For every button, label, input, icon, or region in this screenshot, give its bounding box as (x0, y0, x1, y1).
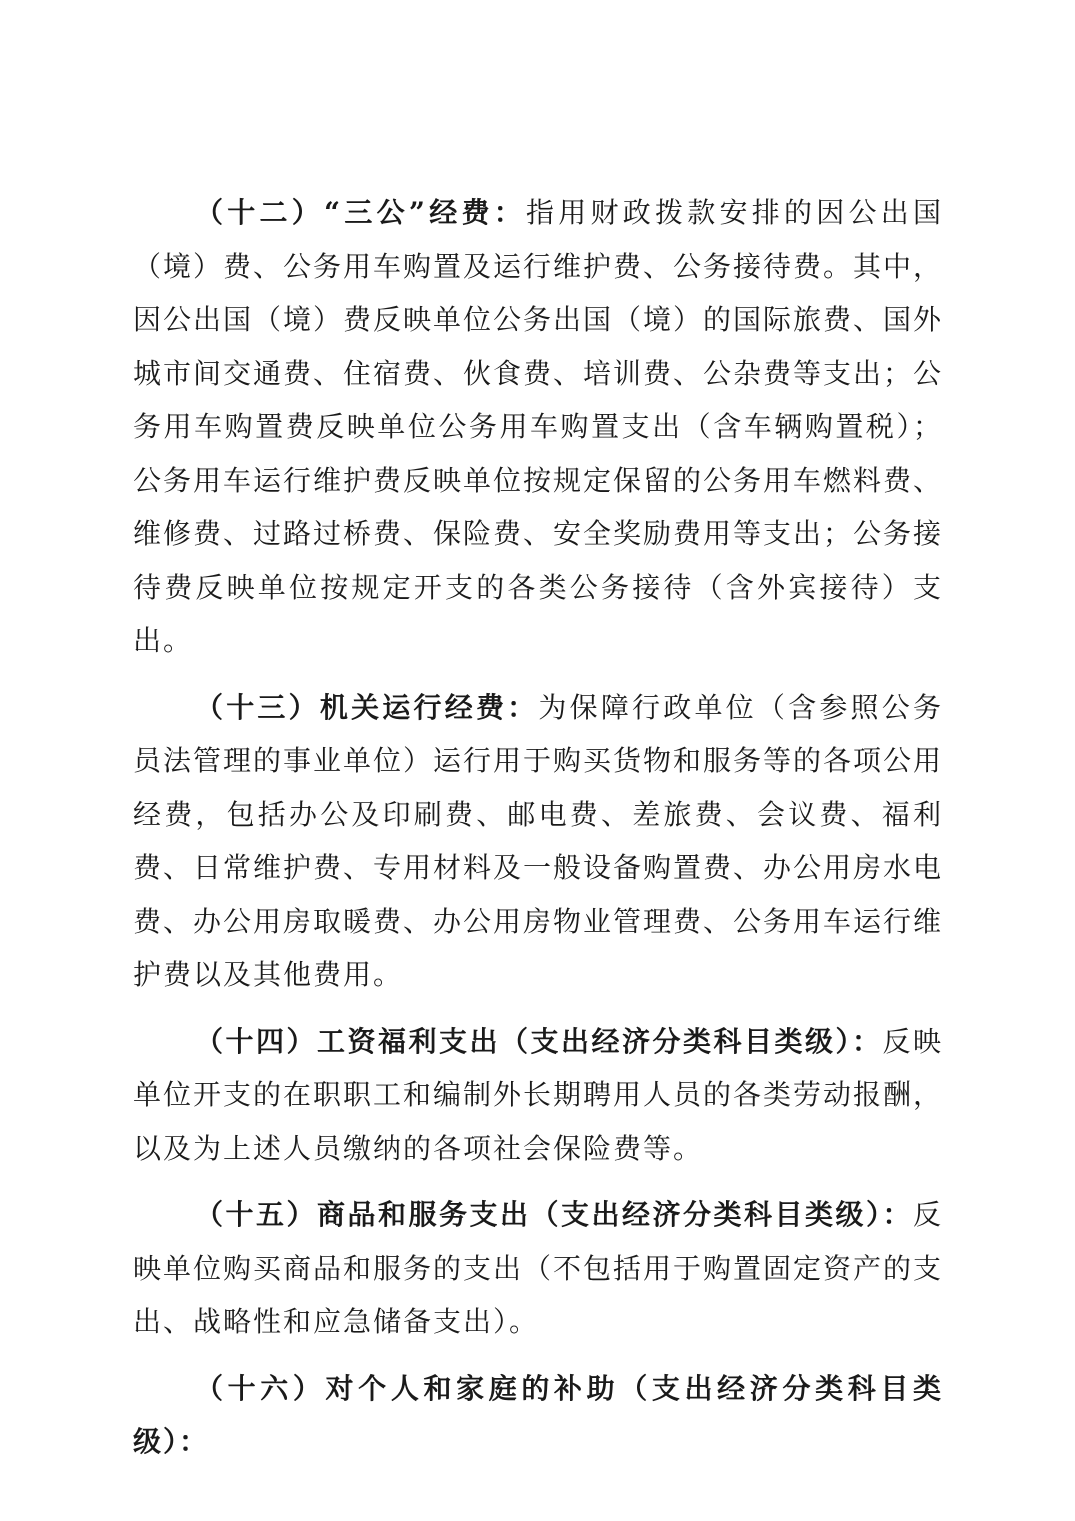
paragraph-heading: （十六）对个人和家庭的补助（支出经济分类科目类级）： (133, 1371, 943, 1458)
paragraph-heading: （十三）机关运行经费： (195, 690, 539, 724)
paragraph-heading: （十五）商品和服务支出（支出经济分类科目类级）： (195, 1198, 913, 1231)
paragraph-text: 为保障行政单位（含参照公务员法管理的事业单位）运行用于购买货物和服务等的各项公用经费，包括办公及印刷费、邮电费、差旅费、会议费、福利费、日常维护费、专用材料及一般设备购置费、办公用房水电费、办公用房取暖费、办公用房物业管理费、公务用车运行维护费以及其他费用。 (133, 690, 944, 991)
paragraph-household-subsidies (133, 1362, 943, 1469)
paragraph-heading: （十二）“三公”经费： (195, 196, 526, 229)
paragraph-wages-welfare (133, 1015, 943, 1176)
paragraph-heading: （十四）工资福利支出（支出经济分类科目类级）： (195, 1024, 883, 1058)
document-body (133, 186, 943, 1469)
paragraph-agency-operating-funds (133, 681, 943, 1002)
paragraph-text: 反映单位开支的在职职工和编制外长期聘用人员的各类劳动报酬，以及为上述人员缴纳的各项社会保险费等。 (133, 1024, 944, 1165)
paragraph-three-public-funds (133, 186, 943, 668)
paragraph-text: 指用财政拨款安排的因公出国（境）费、公务用车购置及运行维护费、公务接待费。其中，因公出国（境）费反映单位公务出国（境）的国际旅费、国外城市间交通费、住宿费、伙食费、培训费、公杂费等支出；公务用车购置费反映单位公务用车购置支出（含车辆购置税）；公务用车运行维护费反映单位按规定保留的公务用车燃料费、维修费、过路过桥费、保险费、安全奖励费用等支出；公务接待费反映单位按规定开支的各类公务接待（含外宾接待）支出。 (133, 196, 944, 657)
paragraph-goods-services (133, 1188, 943, 1349)
paragraph-text: 反映单位购买商品和服务的支出（不包括用于购置固定资产的支出、战略性和应急储备支出）。 (133, 1198, 944, 1338)
